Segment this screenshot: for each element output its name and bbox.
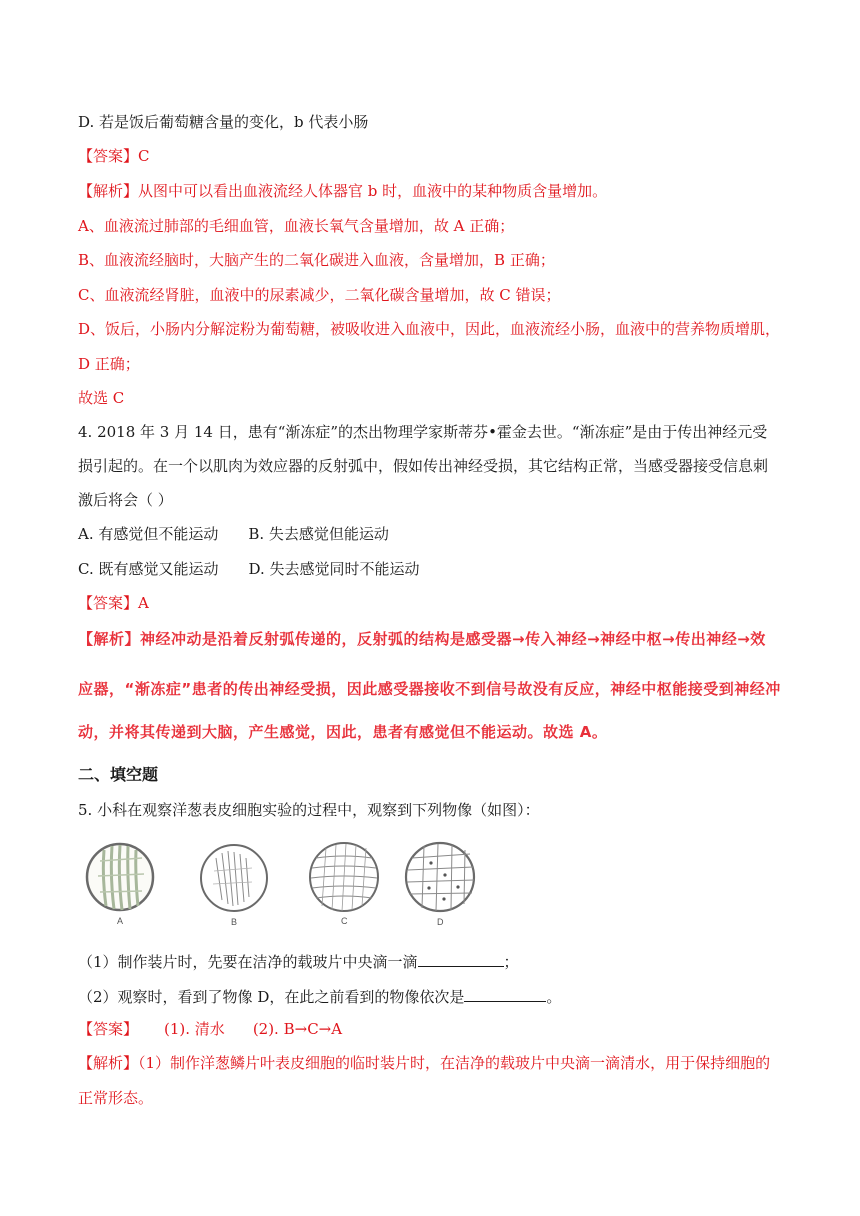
answer-value: A [138,594,149,612]
answer-value: C [138,147,150,165]
q5-subquestion-2: （2）观察时，看到了物像 D，在此之前看到的物像依次是 。 [78,985,561,1007]
q4-stem-line1: 4. 2018 年 3 月 14 日，患有“渐冻症”的杰出物理学家斯蒂芬•霍金去世。“渐冻症”是由于传出神经元受 [78,423,768,441]
q4-option-c: C. 既有感觉又能运动 [78,560,219,578]
q5-subquestion-1: （1）制作装片时，先要在洁净的载玻片中央滴一滴 ； [78,950,519,972]
q4-option-d: D. 失去感觉同时不能运动 [248,560,420,578]
q4-analysis-line3: 动，并将其传递到大脑，产生感觉，因此，患者有感觉但不能运动。故选 A。 [78,723,608,741]
figure-label-c: C [341,916,348,926]
q5-analysis-line1: 【解析】（1）制作洋葱鳞片叶表皮细胞的临时装片时，在洁净的载玻片中央滴一滴清水，用于保持细胞的 [78,1054,771,1072]
answer-blank-1[interactable] [418,950,504,967]
q3-conclusion: 故选 C [78,389,125,407]
answer-tag: 【答案】 [78,147,139,165]
section-heading: 二、填空题 [78,765,159,784]
q5-answer [78,1019,342,1039]
answer-tag: 【答案】 [78,1020,139,1038]
answer-value-1: (1). 清水 [164,1020,225,1038]
q4-option-a: A. 有感觉但不能运动 [78,525,219,543]
microscope-view-c [310,843,378,926]
microscope-views-figure [82,836,482,936]
analysis-tag: 【解析】 [78,1054,139,1072]
analysis-tag: 【解析】 [78,630,141,648]
q4-stem-line2: 损引起的。在一个以肌肉为效应器的反射弧中，假如传出神经受损，其它结构正常，当感受器接受信息刺 [78,457,769,475]
q5-stem: 5. 小科在观察洋葱表皮细胞实验的过程中，观察到下列物像（如图）： [78,801,540,819]
microscope-view-d [406,843,474,927]
q3-analysis-a: A、血液流过肺部的毛细血管，血液长氧气含量增加，故 A 正确； [78,217,515,235]
answer-tag: 【答案】 [78,594,139,612]
q3-analysis-b: B、血液流经脑时，大脑产生的二氧化碳进入血液，含量增加，B 正确； [78,251,555,269]
q4-analysis-line2: 应器，“渐冻症”患者的传出神经受损，因此感受器接收不到信号故没有反应，神经中枢能接受到神经冲 [78,680,781,698]
figure-label-b: B [231,917,238,927]
q3-answer [78,146,150,166]
q3-analysis-intro: 【解析】从图中可以看出血液流经人体器官 b 时，血液中的某种物质含量增加。 [78,182,608,200]
q3-analysis-c: C、血液流经肾脏，血液中的尿素减少，二氧化碳含量增加，故 C 错误； [78,286,561,304]
microscope-view-a [87,844,153,926]
q4-analysis-line1: 【解析】神经冲动是沿着反射弧传递的，反射弧的结构是感受器→传入神经→神经中枢→传出神经→效 [78,630,766,648]
q3-analysis-d-line2: D 正确； [78,355,140,373]
q3-option-d: D. 若是饭后葡萄糖含量的变化，b 代表小肠 [78,113,369,131]
q4-answer [78,593,149,613]
answer-value-2: (2). B→C→A [252,1020,343,1038]
q3-analysis-d-line1: D、饭后，小肠内分解淀粉为葡萄糖，被吸收进入血液中，因此，血液流经小肠，血液中的营养物质增肌， [78,320,781,338]
q4-options-row1 [78,524,389,544]
figure-label-d: D [437,917,444,927]
analysis-tag: 【解析】 [78,182,139,200]
figure-label-a: A [117,916,124,926]
microscope-view-b [201,845,267,927]
q4-options-row2 [78,559,420,579]
q5-analysis-line2: 正常形态。 [78,1089,154,1107]
q4-option-b: B. 失去感觉但能运动 [248,525,389,543]
q4-stem-line3: 激后将会（ ） [78,491,173,509]
answer-blank-2[interactable] [464,985,546,1002]
